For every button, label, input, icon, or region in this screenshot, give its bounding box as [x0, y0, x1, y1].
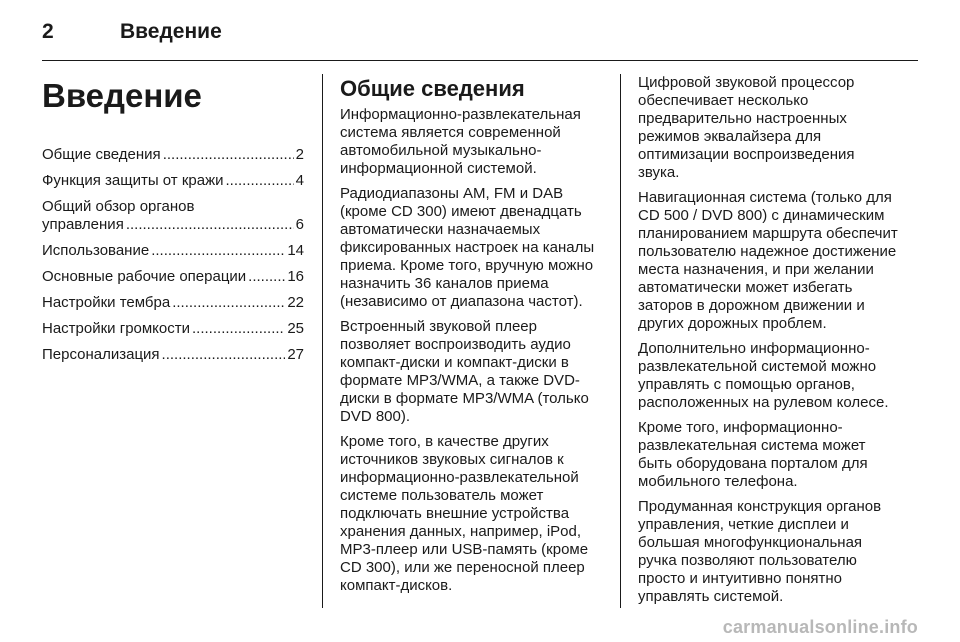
paragraph: Встроенный звуковой плеер позволяет воспроизводить аудио компакт-диски и компакт-диски в формате MP3/WMA, а также DVD-диски в формате MP3/WMA (только DVD 800). [340, 318, 589, 425]
toc-item-page: 16 [287, 268, 304, 285]
toc-item-label: Использование [42, 242, 150, 259]
toc-item-label: Функция защиты от кражи [42, 172, 224, 189]
toc-item[interactable] [42, 242, 304, 260]
toc-item-page: 22 [287, 294, 304, 311]
toc-leader [126, 216, 294, 234]
column-divider [322, 74, 323, 608]
toc-item-label: Основные рабочие операции [42, 268, 247, 285]
paragraph: Радиодиапазоны AM, FM и DAB (кроме CD 300) имеют двенадцать автоматически назначаемых фиксированных настроек на каналы приема. Кроме того, вручную можно назначить 36 каналов приема (независимо от диапазона частот). [340, 185, 595, 310]
toc-leader [151, 242, 285, 260]
toc-item[interactable] [42, 320, 304, 338]
toc-leader [162, 346, 286, 364]
toc-item-label: Настройки громкости [42, 320, 191, 337]
toc-item-page: 4 [295, 172, 304, 189]
header-divider [42, 60, 918, 61]
toc-item-label: Настройки тембра [42, 294, 171, 311]
toc-item-label: Персонализация [42, 346, 160, 363]
toc-item-label: Общие сведения [42, 146, 161, 163]
toc-item[interactable] [42, 294, 304, 312]
toc-leader [163, 146, 294, 164]
paragraph: Дополнительно информационно-развлекательной системой можно управлять с помощью органов, расположенных на рулевом колесе. [638, 340, 889, 411]
column-divider [620, 74, 621, 608]
toc-item-page: 27 [287, 346, 304, 363]
toc-leader [192, 320, 285, 338]
page-number: 2 [42, 20, 54, 43]
paragraph: Кроме того, в качестве других источников звуковых сигналов к информационно-развлекательной системе пользователь может подключать внешние устройства хранения данных, например, iPod, MP3-плеер или USB-память (кроме CD 300), или же переносной плеер компакт-дисков. [340, 433, 589, 594]
watermark: carmanualsonline.info [722, 617, 918, 637]
toc-item[interactable] [42, 172, 304, 190]
chapter-title: Введение [42, 77, 202, 114]
paragraph: Продуманная конструкция органов управления, четкие дисплеи и большая многофункциональная ручка позволяют пользователю просто и интуитивно понятно управлять системой. [638, 498, 882, 605]
running-title: Введение [120, 20, 222, 43]
toc-leader [172, 294, 285, 312]
toc-leader [248, 268, 285, 286]
toc-item-page: 25 [287, 320, 304, 337]
toc-item[interactable] [42, 198, 304, 234]
body-column-2 [340, 74, 602, 602]
toc-item-page: 2 [295, 146, 304, 163]
toc-item-label-line1: Общий обзор органов [42, 198, 195, 215]
paragraph: Цифровой звуковой процессор обеспечивает несколько предварительно настроенных режимов эквалайзера для оптимизации воспроизведения звука. [638, 74, 855, 181]
toc-item[interactable] [42, 268, 304, 286]
page-header [42, 14, 222, 50]
body-column-3 [638, 74, 900, 613]
toc-leader [225, 172, 293, 190]
paragraph: Кроме того, информационно-развлекательная система может быть оборудована порталом для мобильного телефона. [638, 419, 868, 490]
toc-item-page: 14 [287, 242, 304, 259]
toc-item-page: 6 [295, 216, 304, 233]
toc-column [42, 74, 304, 372]
paragraph: Навигационная система (только для CD 500 / DVD 800) с динамическим планированием маршрута обеспечит пользователю надежное достижение места назначения, и при желании автоматически может избегать заторов в дорожном движении и других дорожных проблем. [638, 189, 898, 332]
section-title: Общие сведения [340, 76, 525, 101]
table-of-contents [42, 146, 304, 364]
toc-item[interactable] [42, 346, 304, 364]
paragraph: Информационно-развлекательная система является современной автомобильной музыкально-информационной системой. [340, 106, 581, 177]
toc-item[interactable] [42, 146, 304, 164]
toc-item-label: управления [42, 216, 124, 233]
